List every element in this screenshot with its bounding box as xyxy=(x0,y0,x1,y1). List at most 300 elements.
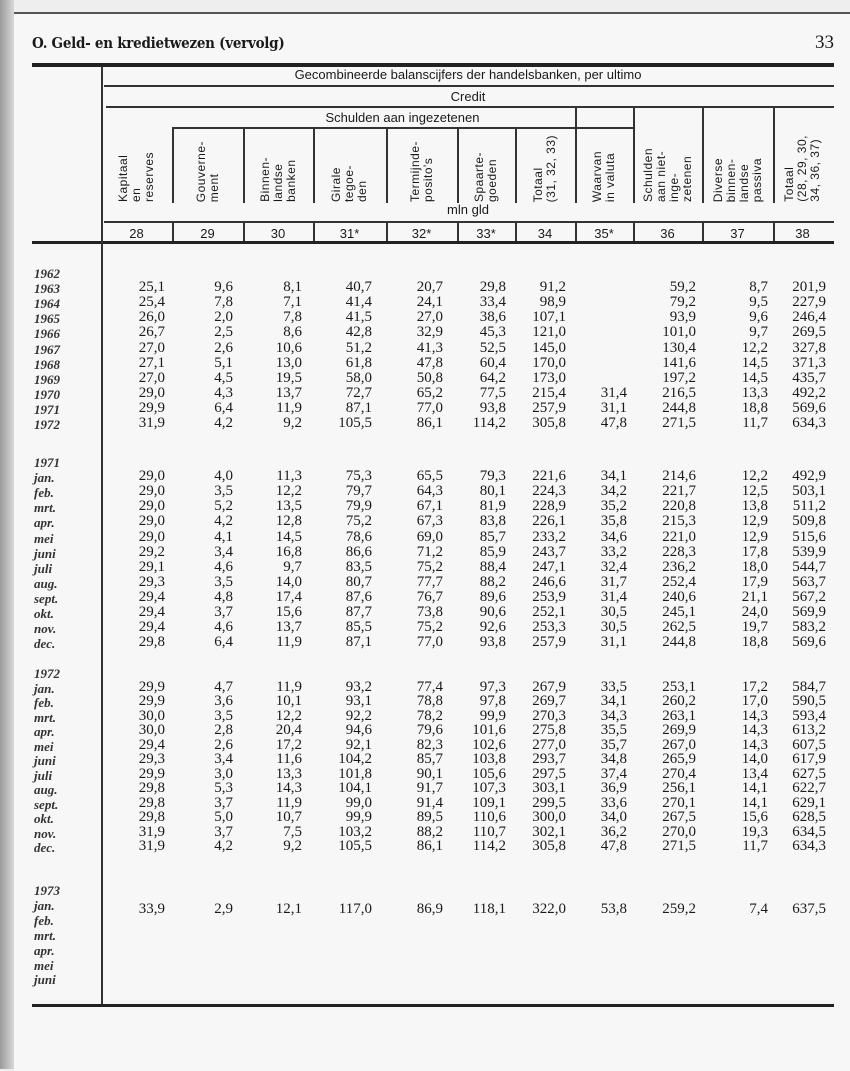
table-cell: 11,9 xyxy=(276,678,302,695)
column-header-label: Waarvan in valuta xyxy=(590,150,617,202)
column-number: 33* xyxy=(476,226,496,241)
column-number: 29 xyxy=(200,226,215,241)
table-cell: 322,0 xyxy=(532,900,566,917)
row-label: 1962 xyxy=(34,266,60,281)
table-cell: 12,5 xyxy=(741,483,768,500)
table-cell: 305,8 xyxy=(532,415,566,431)
row-label: mrt. xyxy=(34,927,57,943)
table-cell: 29,9 xyxy=(138,678,165,695)
table-cell: 622,7 xyxy=(792,780,826,796)
table-cell: 221,6 xyxy=(532,468,566,485)
table-cell: 17,0 xyxy=(741,693,768,709)
table-cell: 93,2 xyxy=(345,678,372,695)
table-cell: 109,1 xyxy=(472,794,506,811)
table-cell: 221,0 xyxy=(662,528,696,545)
row-label: juli xyxy=(34,767,53,783)
table-cell: 246,6 xyxy=(532,573,566,590)
table-cell: 31,4 xyxy=(600,588,627,605)
table-cell: 305,8 xyxy=(532,838,566,854)
divider xyxy=(172,127,633,129)
table-cell: 2,6 xyxy=(214,339,233,356)
table-cell: 12,1 xyxy=(275,900,302,917)
table-cell: 11,9 xyxy=(276,794,302,811)
table-cell: 104,1 xyxy=(338,780,372,796)
table-cell: 634,3 xyxy=(792,415,826,431)
table-cell: 93,9 xyxy=(669,309,696,326)
table-cell: 94,6 xyxy=(345,722,372,738)
table-cell: 9,7 xyxy=(283,558,302,575)
table-cell: 13,3 xyxy=(741,384,768,401)
row-label: 1967 xyxy=(34,341,60,357)
table-cell: 90,1 xyxy=(416,765,443,782)
table-cell: 253,1 xyxy=(662,678,696,695)
table-cell: 24,0 xyxy=(741,604,768,620)
table-cell: 9,2 xyxy=(283,415,302,431)
column-number: 32* xyxy=(411,226,432,241)
table-cell: 97,3 xyxy=(479,678,506,695)
table-cell: 17,4 xyxy=(275,588,302,605)
table-cell: 236,2 xyxy=(662,558,696,575)
table-cell: 86,1 xyxy=(416,838,443,854)
table-cell: 33,9 xyxy=(138,900,165,917)
table-cell: 12,2 xyxy=(275,483,302,500)
table-cell: 73,8 xyxy=(416,604,443,620)
table-cell: 253,3 xyxy=(532,619,566,636)
table-cell: 29,1 xyxy=(138,558,165,575)
table-cell: 240,6 xyxy=(662,588,696,605)
table-cell: 34,8 xyxy=(600,751,627,767)
table-cell: 107,1 xyxy=(532,309,566,326)
table-cell: 89,6 xyxy=(479,588,506,605)
table-cell: 67,1 xyxy=(416,498,443,515)
table-cell: 244,8 xyxy=(662,634,696,651)
row-label: 1963 xyxy=(34,281,60,297)
table-cell: 303,1 xyxy=(532,780,566,796)
table-cell: 30,5 xyxy=(600,619,627,636)
table-cell: 627,5 xyxy=(792,765,826,782)
table-cell: 79,9 xyxy=(345,498,372,515)
table-cell: 14,5 xyxy=(741,369,768,386)
table-cell: 29,0 xyxy=(138,483,165,500)
table-cell: 435,7 xyxy=(792,369,826,386)
table-cell: 2,9 xyxy=(214,900,233,917)
table-cell: 29,8 xyxy=(138,809,165,825)
table-cell: 252,1 xyxy=(532,604,566,620)
table-cell: 34,0 xyxy=(600,809,627,825)
table-cell: 29,0 xyxy=(138,498,165,515)
table-cell: 11,6 xyxy=(276,751,302,767)
row-label: nov. xyxy=(34,825,57,841)
table-cell: 270,4 xyxy=(662,765,696,782)
table-cell: 3,4 xyxy=(214,543,233,560)
row-label: okt. xyxy=(34,811,54,826)
table-cell: 300,0 xyxy=(532,809,566,825)
table-cell: 31,9 xyxy=(138,823,165,840)
table-cell: 31,9 xyxy=(138,838,165,854)
table-cell: 76,7 xyxy=(416,588,443,605)
table-cell: 9,7 xyxy=(749,324,768,341)
table-cell: 583,2 xyxy=(792,619,826,636)
row-label: juni xyxy=(34,545,56,561)
table-cell: 7,8 xyxy=(283,309,302,326)
table-cell: 3,5 xyxy=(214,707,233,724)
table-cell: 121,0 xyxy=(532,324,566,341)
table-cell: 99,0 xyxy=(345,794,372,811)
table-cell: 71,2 xyxy=(416,543,443,560)
table-cell: 34,2 xyxy=(600,483,627,500)
table-cell: 267,9 xyxy=(532,678,566,695)
row-label: feb. xyxy=(34,695,54,710)
table-cell: 29,9 xyxy=(138,399,165,416)
table-cell: 19,5 xyxy=(275,369,302,386)
table-cell: 29,0 xyxy=(138,528,165,545)
column-number: 35* xyxy=(594,226,614,241)
table-cell: 64,2 xyxy=(479,369,506,386)
table-cell: 15,6 xyxy=(275,604,302,620)
table-cell: 11,9 xyxy=(276,399,302,416)
table-cell: 36,9 xyxy=(600,780,627,796)
divider xyxy=(104,221,834,223)
table-cell: 29,4 xyxy=(138,604,165,620)
table-cell: 12,2 xyxy=(275,707,302,724)
table-cell: 27,1 xyxy=(138,354,165,371)
table-cell: 6,4 xyxy=(214,399,233,416)
table-cell: 19,3 xyxy=(741,823,768,840)
table-cell: 75,2 xyxy=(416,558,443,575)
table-cell: 105,6 xyxy=(472,765,506,782)
row-label: apr. xyxy=(34,724,55,739)
table-cell: 77,0 xyxy=(416,399,443,416)
table-cell: 265,9 xyxy=(662,751,696,767)
table-cell: 85,5 xyxy=(345,619,372,636)
table-cell: 31,4 xyxy=(600,384,627,401)
table-cell: 93,1 xyxy=(345,693,372,709)
row-label: sept. xyxy=(34,796,59,812)
row-label: juli xyxy=(34,560,53,576)
table-cell: 40,7 xyxy=(345,279,372,296)
table-cell: 104,2 xyxy=(338,751,372,767)
table-cell: 201,9 xyxy=(792,279,826,296)
row-label: jan. xyxy=(34,897,55,913)
table-cell: 81,9 xyxy=(479,498,506,515)
table-cell: 36,2 xyxy=(600,823,627,840)
table-cell: 3,0 xyxy=(214,765,233,782)
table-cell: 7,8 xyxy=(214,294,233,311)
table-cell: 244,8 xyxy=(662,399,696,416)
table-cell: 9,6 xyxy=(214,279,233,296)
table-cell: 4,5 xyxy=(214,369,233,386)
table-cell: 29,0 xyxy=(138,384,165,401)
table-cell: 371,3 xyxy=(792,354,826,371)
table-cell: 29,9 xyxy=(138,693,165,709)
table-cell: 83,5 xyxy=(345,558,372,575)
table-cell: 14,0 xyxy=(741,751,768,767)
table-cell: 79,3 xyxy=(479,468,506,485)
table-cell: 629,1 xyxy=(792,794,826,811)
table-cell: 539,9 xyxy=(792,543,826,560)
table-cell: 114,2 xyxy=(472,415,506,431)
table-cell: 14,3 xyxy=(741,736,768,753)
table-cell: 257,9 xyxy=(532,634,566,651)
table-cell: 30,5 xyxy=(600,604,627,620)
table-cell: 14,3 xyxy=(741,722,768,738)
table-cell: 101,6 xyxy=(472,722,506,738)
table-cell: 256,1 xyxy=(662,780,696,796)
table-cell: 220,8 xyxy=(662,498,696,515)
table-cell: 105,5 xyxy=(338,415,372,431)
table-cell: 270,0 xyxy=(662,823,696,840)
table-cell: 14,1 xyxy=(741,780,768,796)
row-label: 1964 xyxy=(34,296,60,312)
table-cell: 92,6 xyxy=(479,619,506,636)
column-header xyxy=(457,130,515,202)
table-cell: 3,5 xyxy=(214,573,233,590)
row-label: 1968 xyxy=(34,356,60,372)
table-cell: 33,4 xyxy=(479,294,506,311)
row-label: 1969 xyxy=(34,371,60,387)
table-cell: 64,3 xyxy=(416,483,443,500)
table-cell: 4,3 xyxy=(214,384,233,401)
unit-label: mln gld xyxy=(447,202,489,217)
table-cell: 14,5 xyxy=(741,354,768,371)
table-cell: 25,1 xyxy=(138,279,165,296)
table-cell: 51,2 xyxy=(345,339,372,356)
table-cell: 33,5 xyxy=(600,678,627,695)
column-header xyxy=(515,130,575,202)
table-cell: 83,8 xyxy=(479,513,506,530)
table-cell: 110,7 xyxy=(472,823,506,840)
table-cell: 3,6 xyxy=(214,693,233,709)
table-cell: 271,5 xyxy=(662,838,696,854)
table-cell: 41,5 xyxy=(345,309,372,326)
table-cell: 12,9 xyxy=(741,528,768,545)
row-label: nov. xyxy=(34,621,57,637)
table-cell: 4,2 xyxy=(214,513,233,530)
table-cell: 634,3 xyxy=(792,838,826,854)
table-cell: 293,7 xyxy=(532,751,566,767)
column-header-label: Binnen- landse banken xyxy=(257,157,298,202)
table-cell: 637,5 xyxy=(792,900,826,917)
table-cell: 243,7 xyxy=(532,543,566,560)
row-label: aug. xyxy=(34,575,58,591)
table-cell: 35,5 xyxy=(600,722,627,738)
table-cell: 4,2 xyxy=(214,415,233,431)
table-cell: 11,7 xyxy=(742,415,768,431)
table-cell: 101,8 xyxy=(338,765,372,782)
table-cell: 97,8 xyxy=(479,693,506,709)
table-cell: 12,9 xyxy=(741,513,768,530)
table-cell: 5,2 xyxy=(214,498,233,515)
table-cell: 30,0 xyxy=(138,722,165,738)
table-cell: 65,2 xyxy=(416,384,443,401)
table-cell: 80,7 xyxy=(345,573,372,590)
table-cell: 88,2 xyxy=(479,573,506,590)
row-label: 1972 xyxy=(34,417,60,432)
table-cell: 31,1 xyxy=(600,399,627,416)
table-cell: 67,3 xyxy=(416,513,443,530)
table-cell: 21,1 xyxy=(741,588,768,605)
column-header-label: Schulden aan niet- inge- zetenen xyxy=(640,147,694,202)
table-cell: 29,2 xyxy=(138,543,165,560)
table-cell: 269,9 xyxy=(662,722,696,738)
table-cell: 114,2 xyxy=(472,838,506,854)
table-cell: 2,0 xyxy=(214,309,233,326)
table-cell: 93,8 xyxy=(479,634,506,651)
table-cell: 15,6 xyxy=(741,809,768,825)
table-cell: 215,3 xyxy=(662,513,696,530)
table-cell: 60,4 xyxy=(479,354,506,371)
table-cell: 228,9 xyxy=(532,498,566,515)
table-cell: 9,5 xyxy=(749,294,768,311)
table-cell: 29,8 xyxy=(138,794,165,811)
column-header xyxy=(386,130,457,202)
table-cell: 98,9 xyxy=(539,294,566,311)
table-cell: 52,5 xyxy=(479,339,506,356)
column-number: 31* xyxy=(339,226,360,241)
table-cell: 45,3 xyxy=(479,324,506,341)
row-label: mrt. xyxy=(34,709,57,725)
table-cell: 18,8 xyxy=(741,634,768,651)
table-cell: 4,6 xyxy=(214,619,233,636)
table-cell: 247,1 xyxy=(532,558,566,575)
table-cell: 41,3 xyxy=(416,339,443,356)
table-cell: 29,3 xyxy=(138,751,165,767)
table-cell: 13,8 xyxy=(741,498,768,515)
table-cell: 13,5 xyxy=(275,498,302,515)
table-cell: 10,7 xyxy=(275,809,302,825)
table-cell: 13,0 xyxy=(275,354,302,371)
table-cell: 269,7 xyxy=(532,693,566,709)
table-cell: 569,6 xyxy=(792,399,826,416)
column-number: 36 xyxy=(660,226,675,241)
table-cell: 75,2 xyxy=(416,619,443,636)
table-cell: 14,0 xyxy=(275,573,302,590)
table-cell: 11,7 xyxy=(742,838,768,854)
row-label: 1966 xyxy=(34,326,60,342)
table-cell: 47,8 xyxy=(600,415,627,431)
table-cell: 13,7 xyxy=(275,619,302,636)
table-cell: 91,4 xyxy=(416,794,443,811)
table-cell: 584,7 xyxy=(792,678,826,695)
column-number: 37 xyxy=(730,226,745,241)
table-cell: 86,1 xyxy=(416,415,443,431)
table-cell: 13,3 xyxy=(275,765,302,782)
table-cell: 78,6 xyxy=(345,528,372,545)
table-cell: 35,8 xyxy=(600,513,627,530)
table-cell: 227,9 xyxy=(792,294,826,311)
table-cell: 103,2 xyxy=(338,823,372,840)
row-label: apr. xyxy=(34,515,55,531)
table-cell: 634,5 xyxy=(792,823,826,840)
table-cell: 7,5 xyxy=(283,823,302,840)
table-cell: 277,0 xyxy=(532,736,566,753)
table-cell: 14,5 xyxy=(275,528,302,545)
table-caption: Gecombineerde balanscijfers der handelsbanken, per ultimo xyxy=(294,67,642,82)
row-label: 1971 xyxy=(34,401,60,417)
column-header-label: Spaarte- goeden xyxy=(472,151,499,202)
table-cell: 37,4 xyxy=(600,765,627,782)
table-cell: 214,6 xyxy=(662,468,696,485)
table-cell: 145,0 xyxy=(532,339,566,356)
table-cell: 267,0 xyxy=(662,736,696,753)
table-cell: 613,2 xyxy=(792,722,826,738)
row-label: feb. xyxy=(34,485,54,501)
table-cell: 27,0 xyxy=(138,369,165,386)
table-cell: 105,5 xyxy=(338,838,372,854)
column-header-label: Kapitaal en reserves xyxy=(116,151,156,202)
table-cell: 246,4 xyxy=(792,309,826,326)
table-cell: 221,7 xyxy=(662,483,696,500)
table-cell: 567,2 xyxy=(792,588,826,605)
table-cell: 86,6 xyxy=(345,543,372,560)
table-cell: 299,5 xyxy=(532,794,566,811)
table-cell: 86,9 xyxy=(416,900,443,917)
page-title: O. Geld- en kredietwezen (vervolg) xyxy=(32,34,285,52)
table-cell: 215,4 xyxy=(532,384,566,401)
column-header xyxy=(313,130,386,202)
table-cell: 130,4 xyxy=(662,339,696,356)
table-cell: 5,0 xyxy=(214,809,233,825)
table-cell: 327,8 xyxy=(792,339,826,356)
table-cell: 78,2 xyxy=(416,707,443,724)
table-cell: 12,8 xyxy=(275,513,302,530)
table-cell: 77,0 xyxy=(416,634,443,651)
row-label: 1971 xyxy=(34,455,60,470)
table-cell: 245,1 xyxy=(662,604,696,620)
table-cell: 511,2 xyxy=(792,498,826,515)
table-cell: 103,8 xyxy=(472,751,506,767)
table-cell: 20,7 xyxy=(416,279,443,296)
table-cell: 26,0 xyxy=(138,309,165,326)
row-label: 1973 xyxy=(34,883,60,898)
table-cell: 85,7 xyxy=(416,751,443,767)
table-cell: 32,9 xyxy=(416,324,443,341)
table-cell: 25,4 xyxy=(138,294,165,311)
table-cell: 17,9 xyxy=(741,573,768,590)
table-cell: 17,2 xyxy=(275,736,302,753)
table-cell: 297,5 xyxy=(532,765,566,782)
table-cell: 617,9 xyxy=(792,751,826,767)
table-cell: 262,5 xyxy=(662,619,696,636)
table-cell: 85,7 xyxy=(479,528,506,545)
table-cell: 8,6 xyxy=(283,324,302,341)
table-cell: 515,6 xyxy=(792,528,826,545)
table-cell: 35,7 xyxy=(600,736,627,753)
table-cell: 75,2 xyxy=(345,513,372,530)
table-cell: 5,1 xyxy=(214,354,233,371)
table-cell: 34,1 xyxy=(600,468,627,485)
table-cell: 42,8 xyxy=(345,324,372,341)
column-header xyxy=(172,130,243,202)
table-cell: 35,2 xyxy=(600,498,627,515)
table-cell: 257,9 xyxy=(532,399,566,416)
table-cell: 9,6 xyxy=(749,309,768,326)
table-cell: 47,8 xyxy=(600,838,627,854)
table-cell: 253,9 xyxy=(532,588,566,605)
table-cell: 75,3 xyxy=(345,468,372,485)
table-cell: 275,8 xyxy=(532,722,566,738)
table-cell: 4,6 xyxy=(214,558,233,575)
table-cell: 269,5 xyxy=(792,324,826,341)
table-cell: 33,2 xyxy=(600,543,627,560)
table-cell: 544,7 xyxy=(792,558,826,575)
table-cell: 569,6 xyxy=(792,634,826,651)
divider xyxy=(104,85,834,87)
table-cell: 12,2 xyxy=(741,339,768,356)
table-cell: 10,1 xyxy=(275,693,302,709)
table-cell: 79,6 xyxy=(416,722,443,738)
table-cell: 492,2 xyxy=(792,384,826,401)
